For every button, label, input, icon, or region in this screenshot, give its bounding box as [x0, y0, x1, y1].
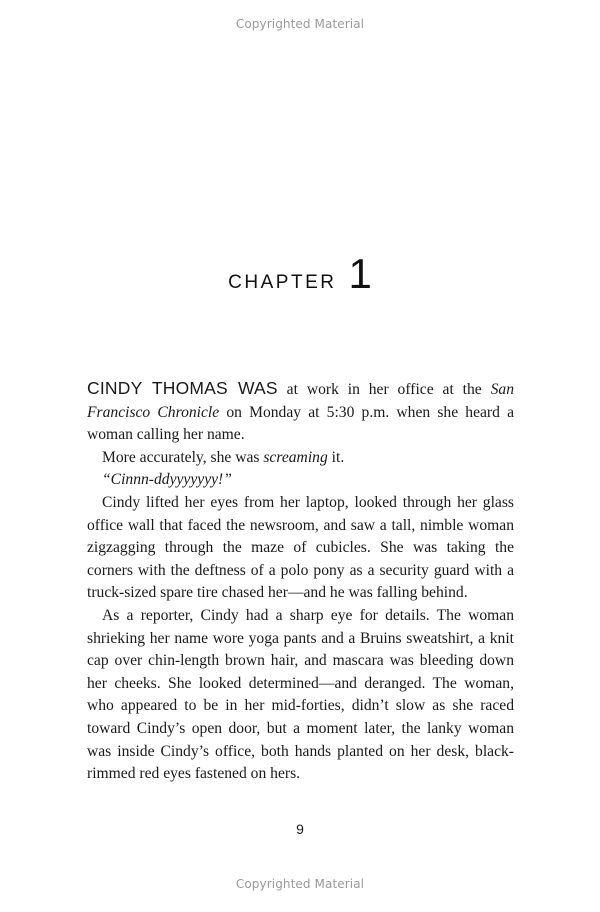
- paragraph-text: at work in her office at the: [277, 381, 491, 398]
- paragraph-text: More accurately, she was: [102, 448, 264, 466]
- emphasis-text: screaming: [263, 448, 328, 466]
- chapter-label: CHAPTER: [228, 272, 337, 293]
- paragraph-text: it.: [327, 448, 345, 466]
- paragraph-2: [87, 447, 514, 470]
- chapter-number: 1: [348, 250, 372, 297]
- copyright-watermark-bottom: Copyrighted Material: [235, 877, 365, 891]
- paragraph-3: [87, 469, 514, 492]
- paragraph-4: Cindy lifted her eyes from her laptop, looked through her glass office wall that faced the newsroom, and saw a tall, nimble woman zigzagging through the maze of cubicles. She was taking the corners with the deftness of a polo pony as a security guard with a truck-sized spare tire chased her—and he was falling behind.: [87, 493, 514, 602]
- page-number: 9: [296, 821, 304, 837]
- chapter-heading: [0, 250, 600, 298]
- paragraph-5: As a reporter, Cindy had a sharp eye for details. The woman shrieking her name wore yoga pants and a Bruins sweatshirt, a knit cap over chin-length brown hair, and mascara was bleeding down her cheeks. She looked determined—and deranged. The woman, who appeared to be in her mid-forties, didn’t slow as she raced toward Cindy’s open door, but a moment later, the lanky woman was inside Cindy’s office, both hands planted on her desk, black-rimmed red eyes fastened on hers.: [87, 606, 514, 783]
- paragraph-1: [87, 377, 514, 447]
- copyright-watermark-top: Copyrighted Material: [235, 17, 365, 31]
- paragraph-text: on Monday at 5:30 p.m. when she heard a woman calling her name.: [87, 403, 515, 444]
- lead-in-caps: CINDY THOMAS WAS: [87, 378, 278, 398]
- newspaper-title: San Francisco Chronicle: [87, 381, 514, 421]
- dialogue-shout: “Cinnn-ddyyyyyyy!”: [102, 471, 232, 489]
- chapter-body: [87, 377, 514, 786]
